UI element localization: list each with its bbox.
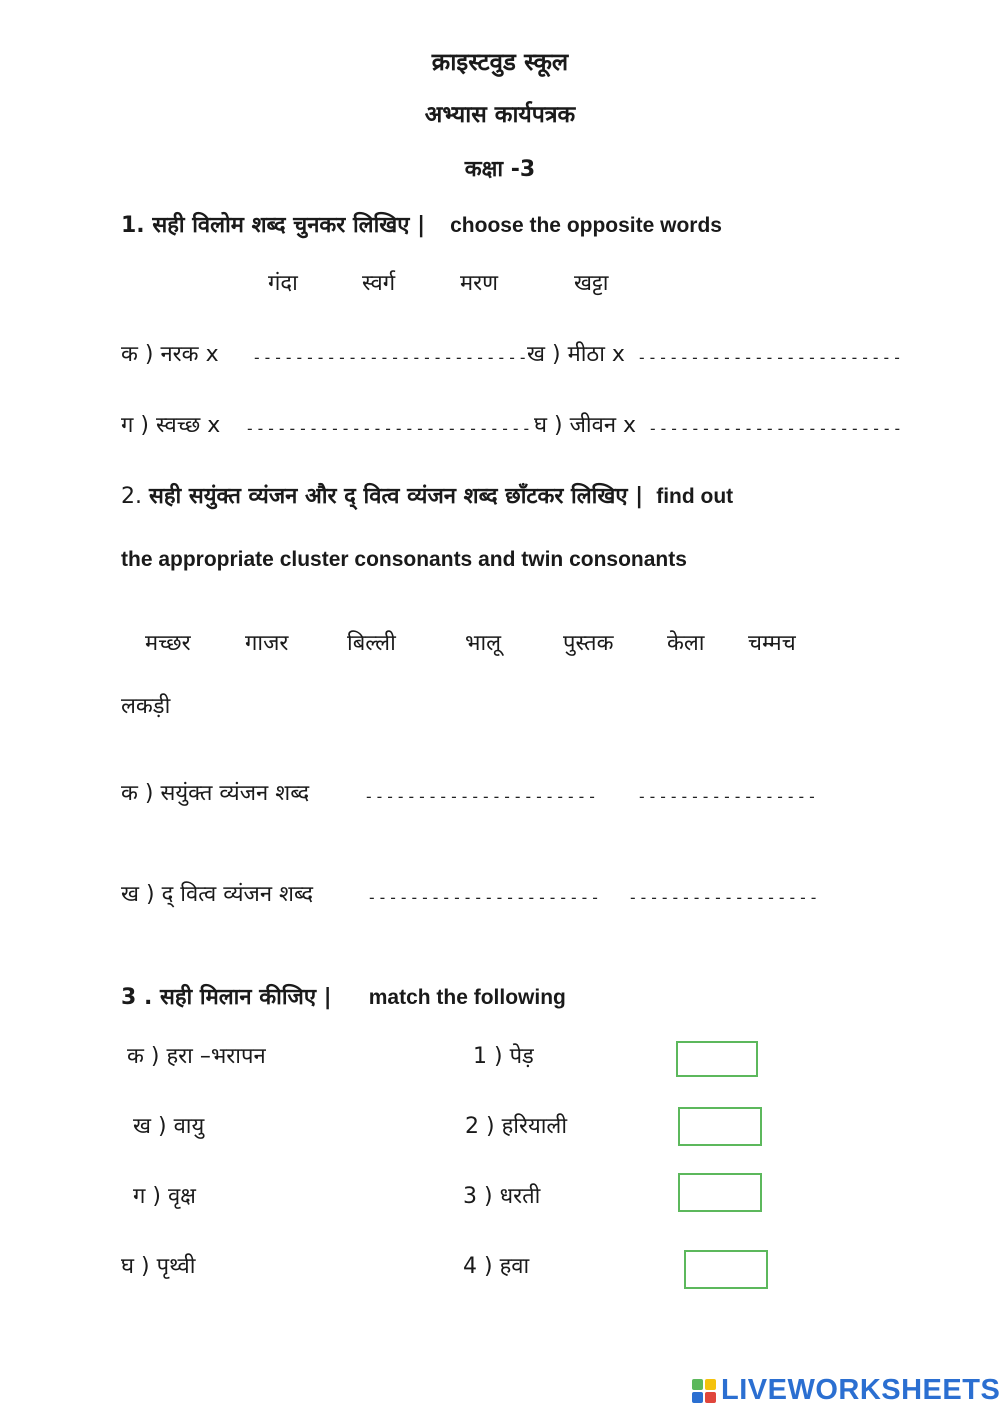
q2-row-label: ख ) द् वित्व व्यंजन शब्द [121, 882, 314, 907]
q2-word: बिल्ली [347, 631, 396, 656]
q2-heading-hindi: सही सयुंक्त व्यंजन और द् वित्व व्यंजन शब्द छाँटकर लिखिए | [149, 484, 644, 509]
grade-label: कक्षा -3 [464, 157, 536, 182]
liveworksheets-brand-text: LIVEWORKSHEETS [721, 1374, 1000, 1406]
q2-number: 2. [121, 484, 142, 509]
q2-answer-blank[interactable]: ------------------ [628, 888, 820, 907]
q2-word: लकड़ी [121, 694, 171, 719]
q3-right-item: 2 ) हरियाली [465, 1114, 568, 1139]
q2-word: चम्मच [748, 631, 796, 656]
worksheet-title: अभ्यास कार्यपत्रक [424, 102, 576, 128]
q1-heading [121, 215, 722, 237]
q3-answer-box[interactable] [684, 1250, 768, 1289]
q2-heading-english-cont: the appropriate cluster consonants and twin consonants [121, 548, 687, 571]
q2-answer-blank[interactable]: ----------------- [637, 787, 818, 806]
q2-word: पुस्तक [563, 631, 614, 656]
q1-option: मरण [460, 271, 499, 296]
q2-answer-blank[interactable]: ---------------------- [367, 888, 601, 907]
q2-word: केला [667, 631, 705, 656]
q3-right-item: 3 ) धरती [463, 1184, 541, 1209]
q2-word: गाजर [245, 631, 289, 656]
q3-heading [121, 987, 566, 1009]
q2-heading-english: find out [656, 485, 734, 508]
q3-answer-box[interactable] [676, 1041, 758, 1077]
q1-item-label: ग ) स्वच्छ x [121, 413, 221, 438]
q1-option: गंदा [268, 271, 298, 296]
q3-answer-box[interactable] [678, 1173, 762, 1212]
q3-heading-english: match the following [368, 986, 566, 1009]
q3-left-item: ग ) वृक्ष [133, 1184, 196, 1209]
q3-left-item: घ ) पृथ्वी [121, 1254, 196, 1279]
q3-heading-hindi: 3 . सही मिलान कीजिए | [121, 985, 332, 1010]
q1-answer-blank[interactable]: --------------------------- [245, 419, 533, 438]
q1-option: खट्टा [574, 271, 609, 296]
q3-right-item: 4 ) हवा [463, 1254, 530, 1279]
q1-item-label: क ) नरक x [121, 342, 219, 367]
q1-item-label: ख ) मीठा x [527, 342, 625, 367]
q2-heading [121, 486, 733, 508]
q1-answer-blank[interactable]: ------------------------- [637, 348, 903, 367]
q1-answer-blank[interactable]: ------------------------ [648, 419, 904, 438]
q2-word: भालू [465, 631, 502, 656]
q2-row-label: क ) सयुंक्त व्यंजन शब्द [121, 781, 310, 806]
school-name: क्राइस्टवुड स्कूल [431, 48, 569, 76]
q1-heading-english: choose the opposite words [450, 214, 722, 237]
q3-answer-box[interactable] [678, 1107, 762, 1146]
q2-answer-blank[interactable]: ---------------------- [364, 787, 598, 806]
q1-heading-hindi: 1. सही विलोम शब्द चुनकर लिखिए | [121, 213, 426, 238]
liveworksheets-logo[interactable] [692, 1376, 1000, 1405]
q1-item-label: घ ) जीवन x [534, 413, 637, 438]
q1-answer-blank[interactable]: -------------------------- [252, 348, 529, 367]
q2-word: मच्छर [145, 631, 191, 656]
liveworksheets-logo-icon [692, 1379, 716, 1403]
q1-option: स्वर्ग [362, 271, 396, 296]
q3-right-item: 1 ) पेड़ [473, 1044, 534, 1069]
q3-left-item: क ) हरा –भरापन [127, 1044, 266, 1069]
q3-left-item: ख ) वायु [133, 1114, 205, 1139]
